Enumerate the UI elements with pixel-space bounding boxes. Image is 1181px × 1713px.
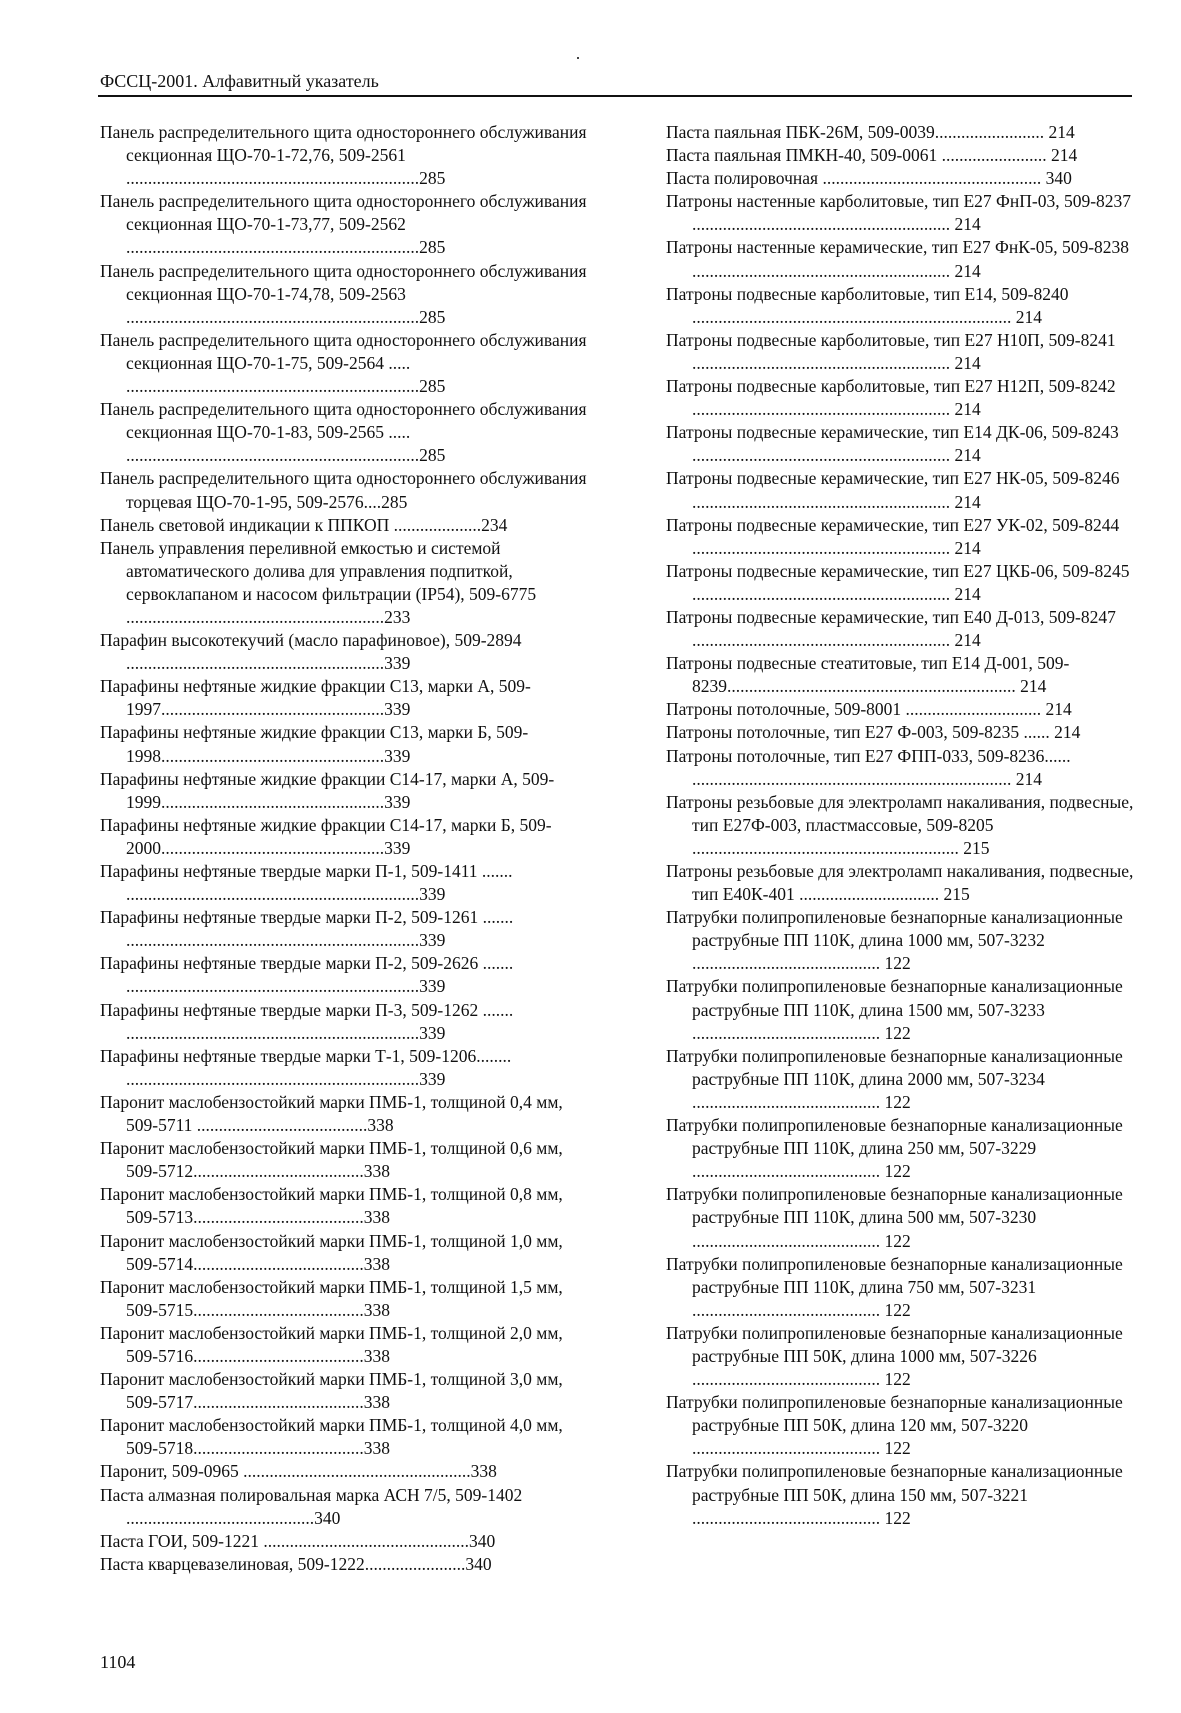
index-entry: Патроны резьбовые для электроламп накаливания, подвесные, тип Е27Ф-003, пластмассовые, 509-8205 ............................................................. 215	[666, 791, 1134, 858]
index-entry: Патроны настенные карболитовые, тип Е27 ФнП-03, 509-8237 ........................................................... 214	[666, 191, 1132, 235]
index-entry: Панель управления переливной емкостью и системой автоматического долива для управления подпиткой, сервоклапаном и насосом фильтрации (IP54), 509-6775 ...........................................................233	[100, 537, 537, 627]
index-entry: Паста кварцевазелиновая, 509-1222.......................340	[100, 1553, 492, 1574]
index-entry: Патроны потолочные, тип Е27 Ф-003, 509-8235 ...... 214	[666, 722, 1081, 743]
index-entry: Панель распределительного щита одностороннего обслуживания секционная ЩО-70-1-83, 509-2565 ..... ...................................................................285	[100, 399, 587, 466]
index-entry: Панель распределительного щита одностороннего обслуживания секционная ЩО-70-1-72,76, 509-2561 ...................................................................285	[100, 122, 587, 189]
index-entry: Паронит маслобензостойкий марки ПМБ-1, толщиной 4,0 мм, 509-5718.......................................338	[100, 1415, 563, 1459]
scan-speck	[577, 57, 579, 59]
index-entry: Патрубки полипропиленовые безнапорные канализационные раструбные ПП 110К, длина 2000 мм, 507-3234 ........................................... 122	[666, 1045, 1123, 1112]
index-entry: Патроны потолочные, тип Е27 ФПП-033, 509-8236...... ......................................................................... 214	[666, 745, 1071, 789]
index-entry: Патрубки полипропиленовые безнапорные канализационные раструбные ПП 50К, длина 150 мм, 507-3221 ........................................... 122	[666, 1461, 1123, 1528]
index-entry: Паронит маслобензостойкий марки ПМБ-1, толщиной 1,5 мм, 509-5715.......................................338	[100, 1276, 563, 1320]
index-entry: Паронит маслобензостойкий марки ПМБ-1, толщиной 0,8 мм, 509-5713.......................................338	[100, 1184, 563, 1228]
index-entry: Парафины нефтяные твердые марки П-3, 509-1262 ....... ...................................................................339	[100, 999, 514, 1043]
index-entry: Парафины нефтяные твердые марки Т-1, 509-1206........ ...................................................................339	[100, 1045, 512, 1089]
header-rule	[98, 95, 1132, 97]
index-entry: Паста паяльная ПМКН-40, 509-0061 ........................ 214	[666, 145, 1078, 166]
index-entry: Парафин высокотекучий (масло парафиновое), 509-2894 ...........................................................339	[100, 630, 522, 674]
index-entry: Паронит, 509-0965 ....................................................338	[100, 1461, 497, 1482]
index-entry: Патроны подвесные карболитовые, тип Е27 Н10П, 509-8241 ........................................................... 214	[666, 329, 1116, 373]
index-entry: Патроны подвесные керамические, тип Е27 ЦКБ-06, 509-8245 ........................................................... 214	[666, 560, 1130, 604]
page-number: 1104	[100, 1652, 136, 1672]
index-entry: Патрубки полипропиленовые безнапорные канализационные раструбные ПП 110К, длина 1500 мм, 507-3233 ........................................... 122	[666, 976, 1123, 1043]
index-entry: Паронит маслобензостойкий марки ПМБ-1, толщиной 3,0 мм, 509-5717.......................................338	[100, 1369, 563, 1413]
index-entry: Паста полировочная .................................................. 340	[666, 168, 1072, 189]
index-entry: Патрубки полипропиленовые безнапорные канализационные раструбные ПП 110К, длина 500 мм, 507-3230 ........................................... 122	[666, 1184, 1123, 1251]
index-entry: Панель распределительного щита одностороннего обслуживания секционная ЩО-70-1-74,78, 509-2563 ...................................................................285	[100, 260, 587, 327]
index-entry: Патрубки полипропиленовые безнапорные канализационные раструбные ПП 50К, длина 1000 мм, 507-3226 ........................................... 122	[666, 1322, 1123, 1390]
index-entry: Патроны подвесные керамические, тип Е14 ДК-06, 509-8243 ........................................................... 214	[666, 422, 1119, 466]
index-entry: Паста паяльная ПБК-26М, 509-0039......................... 214	[666, 122, 1075, 142]
index-entry: Патроны резьбовые для электроламп накаливания, подвесные, тип Е40К-401 ................................ 215	[666, 861, 1134, 905]
index-entry: Паронит маслобензостойкий марки ПМБ-1, толщиной 2,0 мм, 509-5716.......................................338	[100, 1322, 563, 1366]
index-entry: Парафины нефтяные жидкие фракции С14-17, марки Б, 509-2000...................................................339	[100, 814, 552, 858]
index-entry: Патроны подвесные карболитовые, тип Е27 Н12П, 509-8242 ........................................................... 214	[666, 376, 1116, 420]
index-entry: Панель распределительного щита одностороннего обслуживания торцевая ЩО-70-1-95, 509-2576....285	[100, 468, 587, 512]
index-entry: Патроны подвесные керамические, тип Е40 Д-013, 509-8247 ........................................................... 214	[666, 606, 1116, 651]
index-entry: Паронит маслобензостойкий марки ПМБ-1, толщиной 0,4 мм, 509-5711 .......................................338	[100, 1091, 563, 1136]
index-entry: Патроны подвесные карболитовые, тип Е14, 509-8240 ......................................................................... 214	[666, 283, 1069, 327]
index-column-right	[666, 121, 1140, 1530]
index-entry: Паронит маслобензостойкий марки ПМБ-1, толщиной 1,0 мм, 509-5714.......................................338	[100, 1230, 563, 1274]
index-entry: Патроны подвесные стеатитовые, тип Е14 Д-001, 509-8239.................................................................. 214	[666, 653, 1070, 697]
index-entry: Патроны подвесные керамические, тип Е27 УК-02, 509-8244 ........................................................... 214	[666, 514, 1120, 558]
index-entry: Панель распределительного щита одностороннего обслуживания секционная ЩО-70-1-75, 509-2564 ..... ...................................................................285	[100, 329, 587, 397]
index-entry: Патрубки полипропиленовые безнапорные канализационные раструбные ПП 50К, длина 120 мм, 507-3220 ........................................... 122	[666, 1392, 1123, 1459]
index-entry: Панель световой индикации к ППКОП ....................234	[100, 514, 508, 535]
index-entry: Парафины нефтяные жидкие фракции С13, марки Б, 509-1998...................................................339	[100, 722, 529, 766]
page-header: ФССЦ-2001. Алфавитный указатель	[100, 71, 379, 91]
index-entry: Паста алмазная полировальная марка АСН 7/5, 509-1402 ...........................................340	[100, 1484, 523, 1528]
index-entry: Патроны настенные керамические, тип Е27 ФнК-05, 509-8238 ........................................................... 214	[666, 237, 1130, 281]
index-entry: Парафины нефтяные жидкие фракции С14-17, марки А, 509-1999...................................................339	[100, 768, 555, 812]
index-entry: Патрубки полипропиленовые безнапорные канализационные раструбные ПП 110К, длина 750 мм, 507-3231 ........................................... 122	[666, 1253, 1123, 1320]
index-entry: Паронит маслобензостойкий марки ПМБ-1, толщиной 0,6 мм, 509-5712.......................................338	[100, 1138, 563, 1182]
index-entry: Парафины нефтяные жидкие фракции С13, марки А, 509-1997...................................................339	[100, 676, 531, 720]
index-entry: Патрубки полипропиленовые безнапорные канализационные раструбные ПП 110К, длина 250 мм, 507-3229 ........................................... 122	[666, 1115, 1123, 1182]
index-entry: Патрубки полипропиленовые безнапорные канализационные раструбные ПП 110К, длина 1000 мм, 507-3232 ........................................... 122	[666, 907, 1123, 974]
index-entry: Парафины нефтяные твердые марки П-1, 509-1411 ....... ...................................................................339	[100, 861, 513, 905]
index-entry: Парафины нефтяные твердые марки П-2, 509-1261 ....... ...................................................................339	[100, 907, 514, 951]
index-entry: Патроны подвесные керамические, тип Е27 НК-05, 509-8246 ........................................................... 214	[666, 468, 1120, 512]
index-entry: Панель распределительного щита одностороннего обслуживания секционная ЩО-70-1-73,77, 509-2562 ...................................................................285	[100, 191, 587, 258]
index-entry: Парафины нефтяные твердые марки П-2, 509-2626 ....... ...................................................................339	[100, 953, 514, 997]
index-column-left	[100, 121, 587, 1576]
index-entry: Патроны потолочные, 509-8001 ............................... 214	[666, 699, 1072, 720]
index-entry: Паста ГОИ, 509-1221 ...............................................340	[100, 1530, 496, 1551]
